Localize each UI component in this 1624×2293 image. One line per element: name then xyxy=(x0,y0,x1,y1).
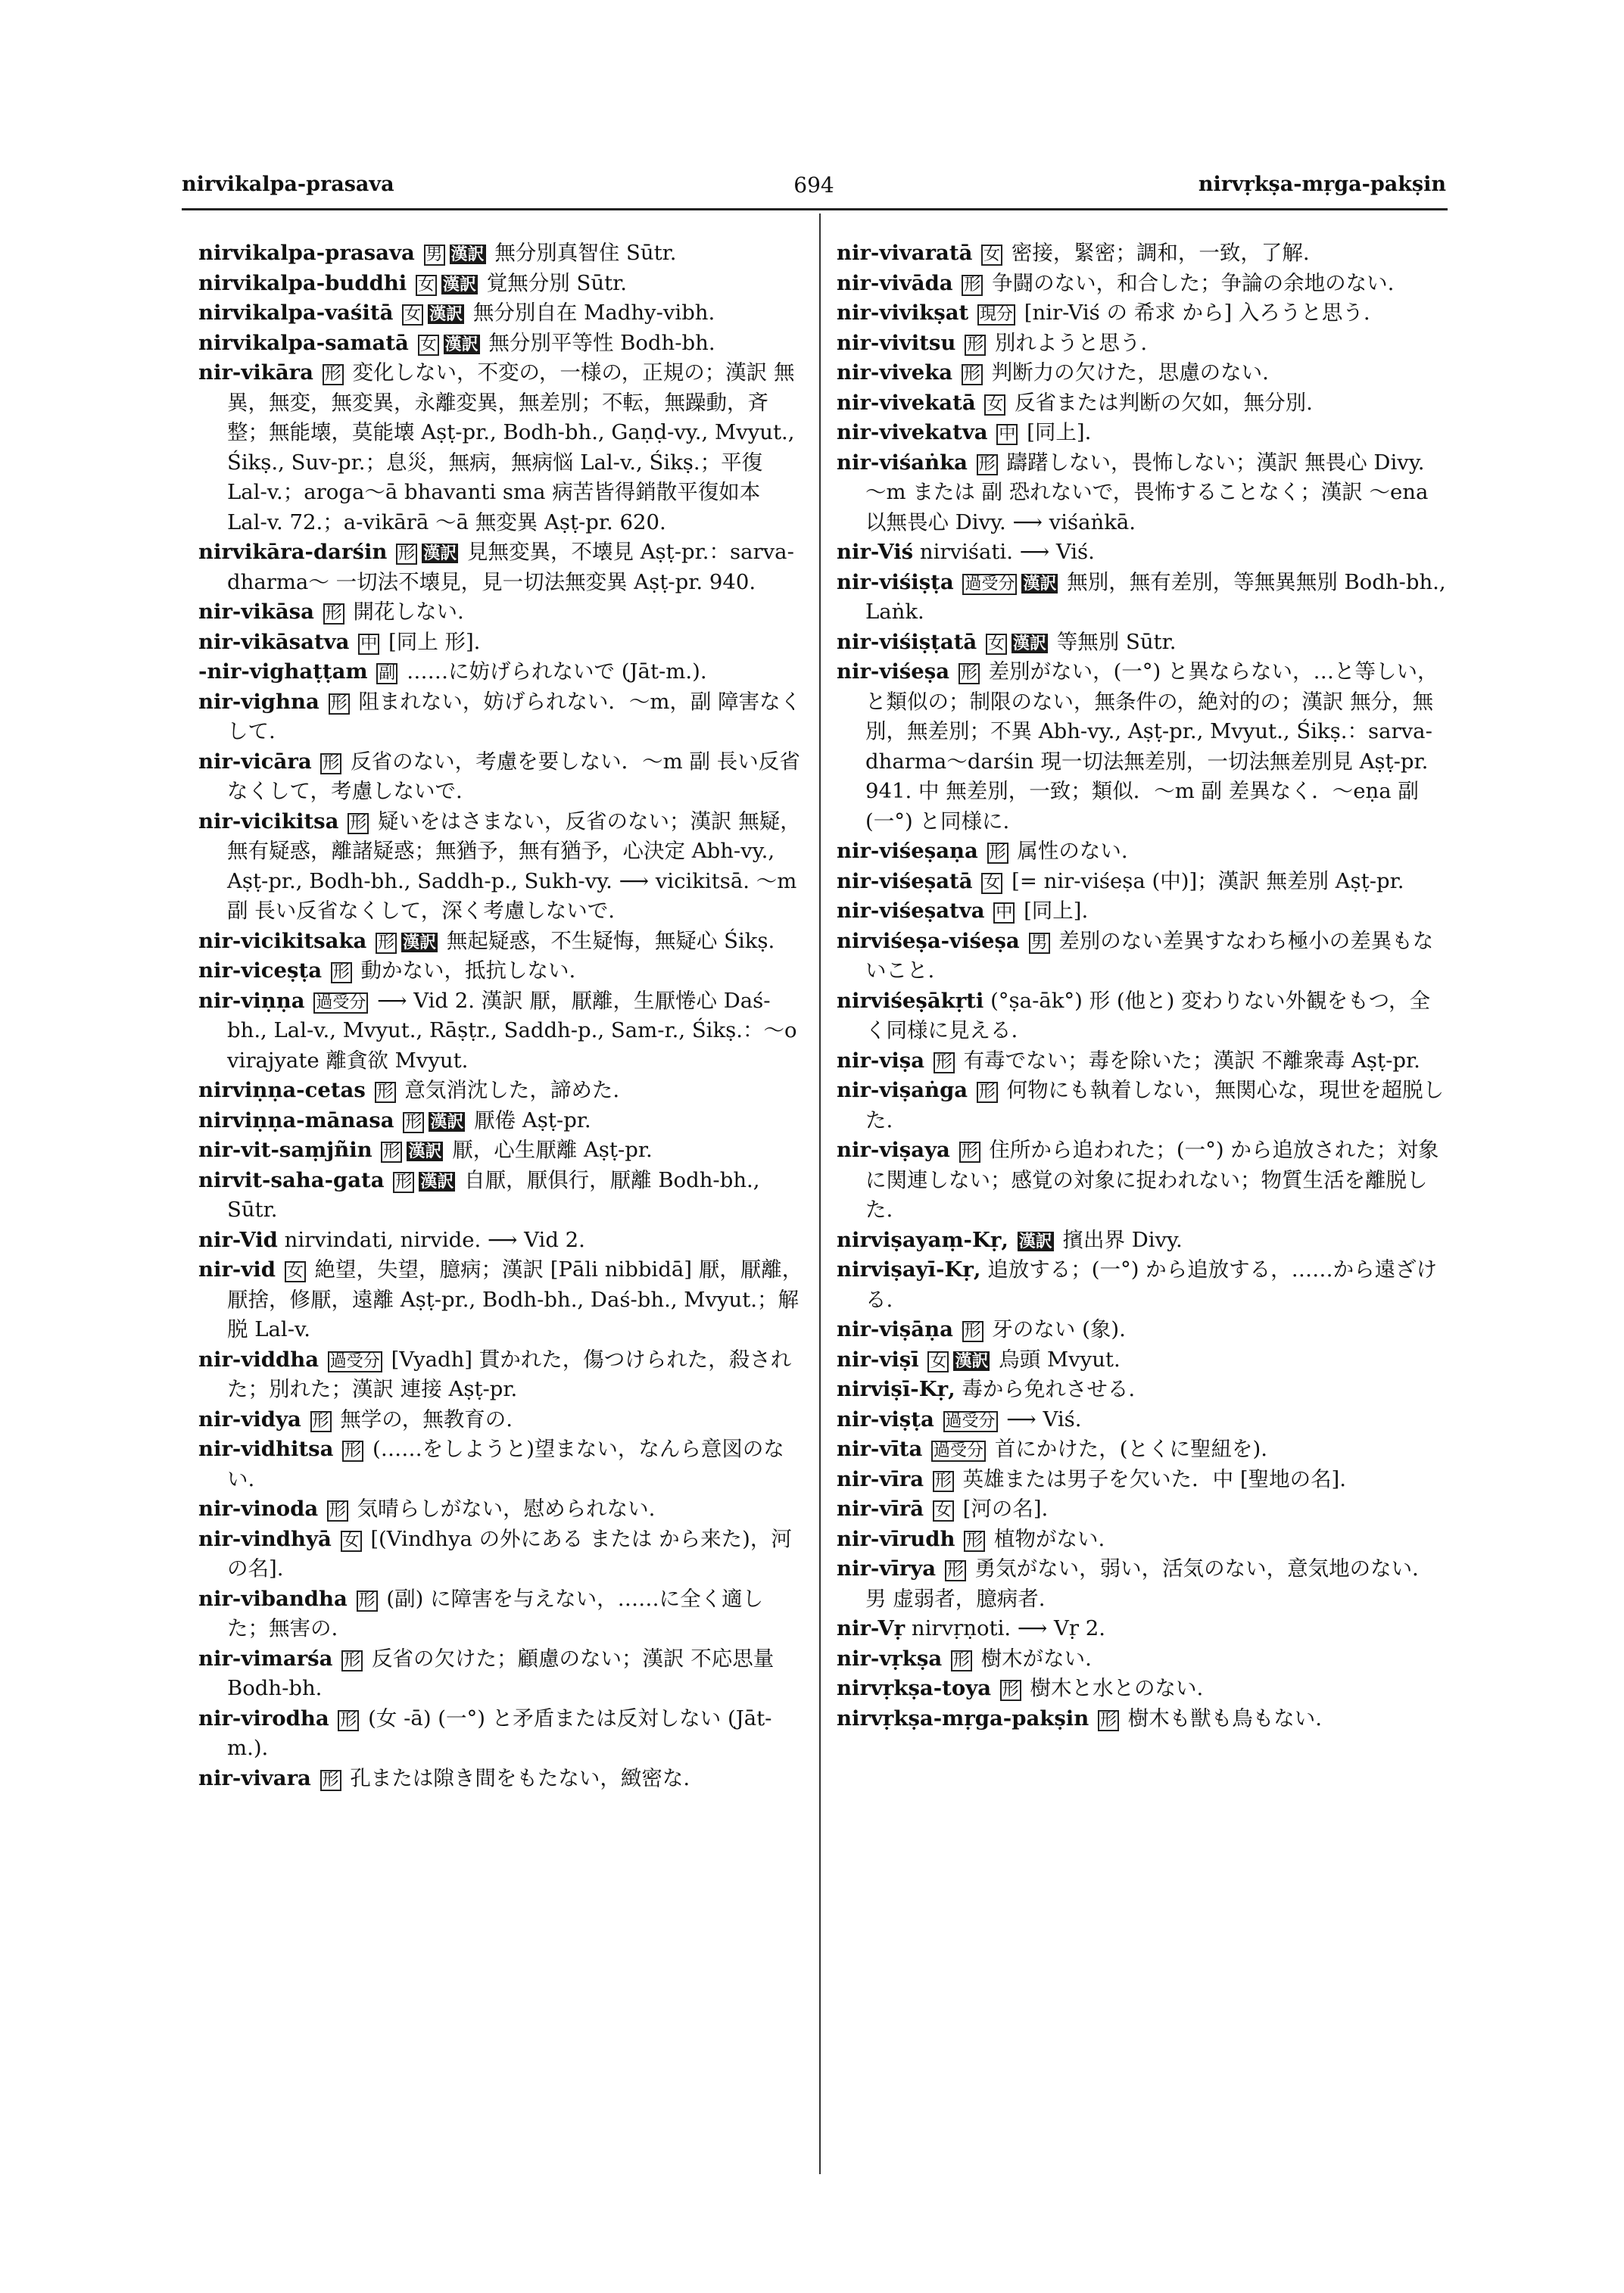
grammar-marker: 形 xyxy=(323,364,344,385)
entry-definition: 覚無分別 Sūtr. xyxy=(486,270,628,295)
entry-headword: nir-viṣī xyxy=(837,1347,919,1372)
entry-definition: 変化しない，不変の，一様の，正規の；漢訳 無異，無変，無変異，永離変異，無差別；不転，無躁動，斉整；無能壊，莫能壊 Aṣṭ-pr., Bodh-bh., Gaṇḍ-vy., Mvyut., Śikṣ., Suv-pr.；息災，無病，無病悩 Lal-v., Śikṣ.；平復 Lal-v.；aroga〜ā bhavanti sma 病苦皆得銷散平復如本 Lal-v. 72.；a-vikārā 〜ā 無変異 Aṣṭ-pr. 620. xyxy=(227,360,795,534)
entry-headword: nir-vivekatā xyxy=(837,390,976,415)
grammar-marker: 形 xyxy=(951,1650,972,1671)
entry-definition: 厭，心生厭離 Aṣṭ-pr. xyxy=(452,1138,653,1162)
entry-definition: 差別がない，(一°) と異ならない，…と等しい，と類似の；制限のない，無条件の，絶対的の；漢訳 無分，無別，無差別；不異 Abh-vy., Aṣṭ-pr., Mvyut., Śikṣ.：sarva-dharma〜darśin 現一切法無差別，一切法無差別見 Aṣṭ-pr. 941. 中 無差別，一致；類似．〜m 副 差異なく．〜eṇa 副 (一°) と同様に. xyxy=(865,659,1439,833)
entry-definition: 樹木と水とのない. xyxy=(1030,1676,1204,1700)
entry-headword: nir-vivekatva xyxy=(837,420,988,444)
entry-headword: nir-vidya xyxy=(198,1407,301,1432)
dictionary-entry xyxy=(837,927,1446,986)
dictionary-entry xyxy=(198,1584,804,1644)
grammar-marker: 女 xyxy=(418,335,439,356)
grammar-marker: 女 xyxy=(402,304,423,326)
dictionary-entry xyxy=(837,1136,1446,1226)
entry-headword: nir-vicikitsa xyxy=(198,808,339,833)
grammar-marker: 形 xyxy=(945,1560,966,1581)
dictionary-entry xyxy=(837,867,1446,897)
entry-definition: 植物がない. xyxy=(994,1526,1105,1551)
dictionary-entry xyxy=(198,1644,804,1704)
entry-headword: nirvikalpa-prasava xyxy=(198,241,415,265)
entry-definition: 首にかけた，(とくに聖紐を). xyxy=(994,1437,1268,1461)
entry-headword: nir-vit-saṃjñin xyxy=(198,1138,372,1162)
entry-definition: [Vyadh] 貫かれた，傷つけられた，殺された；別れた；漢訳 連接 Aṣṭ-pr. xyxy=(227,1347,792,1401)
entry-definition: 烏頭 Mvyut. xyxy=(999,1347,1121,1372)
dictionary-entry xyxy=(837,1375,1446,1405)
entry-headword: nir-viṣaya xyxy=(837,1138,950,1162)
dictionary-entry xyxy=(837,1494,1446,1525)
entry-headword: nir-Viś xyxy=(837,540,914,564)
grammar-marker: 男 xyxy=(424,245,445,266)
entry-headword: nirvikāra-darśin xyxy=(198,540,388,564)
dictionary-entry xyxy=(198,1764,804,1794)
dictionary-entry xyxy=(198,358,804,537)
entry-definition: 開花しない. xyxy=(353,600,464,624)
dictionary-entry xyxy=(837,448,1446,538)
grammar-marker: 形 xyxy=(1098,1710,1119,1731)
grammar-marker: 形 xyxy=(393,1172,414,1193)
entry-headword: nir-Vid xyxy=(198,1227,278,1252)
entry-definition: 反省の欠けた；顧慮のない；漢訳 不応思量 Bodh-bh. xyxy=(227,1646,775,1700)
grammar-marker: 中 xyxy=(993,902,1015,924)
page-header xyxy=(182,173,1446,209)
entry-definition: 気晴らしがない，慰められない. xyxy=(357,1497,656,1521)
entry-headword: nirviśeṣa-viśeṣa xyxy=(837,928,1020,953)
entry-definition: 動かない，抵抗しない. xyxy=(360,958,576,983)
dictionary-entry xyxy=(837,1465,1446,1495)
grammar-marker: 過受分 xyxy=(328,1351,382,1372)
entry-headword: nirviṣayaṃ-Kṛ, xyxy=(837,1227,1008,1252)
grammar-marker: 女 xyxy=(933,1500,954,1522)
grammar-marker: 形 xyxy=(396,544,417,565)
grammar-marker: 形 xyxy=(341,1650,363,1671)
entry-headword: nir-vīrā xyxy=(837,1497,924,1521)
entry-definition: 等無別 Sūtr. xyxy=(1056,629,1177,654)
grammar-marker: 形 xyxy=(327,1500,348,1522)
dictionary-entry xyxy=(837,1525,1446,1555)
grammar-marker: 形 xyxy=(338,1710,359,1731)
dictionary-entry xyxy=(837,358,1446,388)
entry-headword: nir-vibandha xyxy=(198,1586,348,1611)
dictionary-entry xyxy=(198,747,804,807)
translation-tag: 漢訳 xyxy=(955,1351,989,1371)
right-column xyxy=(837,238,1446,1734)
entry-headword: nirvikalpa-vaśitā xyxy=(198,301,394,325)
entry-headword: nir-vicikitsaka xyxy=(198,928,367,953)
dictionary-entry xyxy=(837,628,1446,658)
entry-definition: [(Vindhya の外にある または から来た)，河の名]. xyxy=(227,1526,792,1581)
grammar-marker: 過受分 xyxy=(962,574,1017,595)
header-left-guideword: nirvikalpa-prasava xyxy=(182,173,394,196)
translation-tag: 漢訳 xyxy=(420,1171,454,1192)
translation-tag: 漢訳 xyxy=(408,1142,442,1161)
dictionary-entry xyxy=(198,269,804,299)
entry-headword: nir-vighna xyxy=(198,689,320,714)
grammar-marker: 女 xyxy=(341,1531,362,1552)
entry-definition: [同上]. xyxy=(1024,899,1089,923)
entry-headword: nir-vindhyā xyxy=(198,1526,332,1551)
entry-definition: 追放する；(一°) から追放する，……から遠ざける. xyxy=(865,1257,1438,1312)
grammar-marker: 女 xyxy=(981,873,1002,894)
translation-tag: 漢訳 xyxy=(423,544,457,563)
entry-definition: nirvṛṇoti. ⟶ Vṛ 2. xyxy=(911,1616,1106,1640)
dictionary-entry xyxy=(198,329,804,359)
grammar-marker: 男 xyxy=(1029,933,1050,954)
dictionary-entry xyxy=(837,1704,1446,1734)
entry-definition: 差別のない差異すなわち極小の差異もないこと. xyxy=(865,928,1434,983)
dictionary-entry xyxy=(198,1076,804,1106)
column-divider xyxy=(819,213,821,2174)
entry-headword: nir-viśeṣaṇa xyxy=(837,839,978,863)
translation-tag: 漢訳 xyxy=(430,1111,464,1132)
entry-headword: nir-viśiṣṭatā xyxy=(837,629,977,654)
entry-headword: nirviṣayī-Kṛ, xyxy=(837,1257,981,1282)
entry-definition: 反省または判断の欠如，無分別. xyxy=(1015,390,1313,415)
entry-headword: nir-vīra xyxy=(837,1466,924,1491)
entry-definition: [河の名]. xyxy=(962,1497,1049,1521)
entry-headword: nir-vīta xyxy=(837,1437,923,1461)
dictionary-entry xyxy=(837,1644,1446,1675)
entry-headword: nir-vinoda xyxy=(198,1497,319,1521)
entry-headword: nir-vicāra xyxy=(198,749,312,774)
entry-headword: nir-vikāsa xyxy=(198,600,314,624)
dictionary-entry xyxy=(837,388,1446,419)
entry-headword: nir-Vṛ xyxy=(837,1616,906,1640)
dictionary-entry xyxy=(198,807,804,927)
dictionary-entry xyxy=(198,1494,804,1525)
grammar-marker: 過受分 xyxy=(313,992,368,1014)
grammar-marker: 形 xyxy=(962,275,983,296)
dictionary-entry xyxy=(198,1226,804,1256)
entry-definition: 有毒でない；毒を除いた；漢訳 不離衆毒 Aṣṭ-pr. xyxy=(963,1048,1420,1073)
dictionary-entry xyxy=(198,597,804,628)
entry-definition: 孔または隙き間をもたない，緻密な. xyxy=(350,1765,690,1790)
entry-definition: ⟶ Viś. xyxy=(1006,1407,1082,1432)
translation-tag: 漢訳 xyxy=(403,932,437,952)
entry-headword: nirvikalpa-buddhi xyxy=(198,270,407,295)
dictionary-entry xyxy=(837,1435,1446,1465)
entry-definition: 意気消沈した，諦めた. xyxy=(404,1078,620,1102)
dictionary-entry xyxy=(198,1435,804,1494)
grammar-marker: 形 xyxy=(977,454,998,475)
grammar-marker: 女 xyxy=(986,634,1007,655)
entry-definition: 争闘のない，和合した；争論の余地のない. xyxy=(992,270,1395,295)
header-rule xyxy=(182,208,1448,210)
grammar-marker: 形 xyxy=(310,1411,332,1432)
entry-headword: nirvit-saha-gata xyxy=(198,1167,385,1192)
translation-tag: 漢訳 xyxy=(1013,633,1047,653)
dictionary-entry xyxy=(837,657,1446,837)
grammar-marker: 過受分 xyxy=(931,1441,986,1462)
dictionary-entry xyxy=(837,418,1446,448)
entry-headword: nir-vivitsu xyxy=(837,330,956,355)
translation-tag: 漢訳 xyxy=(444,334,478,354)
dictionary-entry xyxy=(198,1255,804,1345)
dictionary-entry xyxy=(198,657,804,687)
grammar-marker: 形 xyxy=(357,1590,378,1612)
translation-tag: 漢訳 xyxy=(1018,1231,1052,1251)
entry-definition: 疑いをはさまない，反省のない；漢訳 無疑，無有疑惑，離諸疑惑；無猶予，無有猶予，心決定 Abh-vy., Aṣṭ-pr., Bodh-bh., Saddh-p., Sukh-vy. ⟶ vicikitsā. 〜m 副 長い反省なくして，深く考慮しないで. xyxy=(227,808,801,923)
grammar-marker: 形 xyxy=(977,1082,998,1103)
entry-definition: 樹木も獣も鳥もない. xyxy=(1127,1706,1323,1731)
entry-definition: (副) に障害を与えない，……に全く適した；無害の. xyxy=(227,1586,764,1640)
grammar-marker: 形 xyxy=(342,1441,363,1462)
entry-definition: nirviśati. ⟶ Viś. xyxy=(919,540,1095,564)
entry-definition: 無分別真智住 Sūtr. xyxy=(494,241,677,265)
entry-definition: 牙のない (象). xyxy=(992,1317,1126,1341)
dictionary-entry xyxy=(837,1255,1446,1315)
entry-definition: ……に妨げられないで (Jāt-m.). xyxy=(407,659,707,684)
grammar-marker: 現分 xyxy=(977,304,1015,326)
entry-definition: 見無変異，不壊見 Aṣṭ-pr.：sarva-dharma〜 一切法不壊見，見一切法無変異 Aṣṭ-pr. 940. xyxy=(227,540,794,594)
dictionary-entry xyxy=(198,1136,804,1166)
entry-headword: nir-viśaṅka xyxy=(837,450,968,475)
grammar-marker: 形 xyxy=(964,1531,985,1552)
grammar-marker: 形 xyxy=(962,1321,983,1342)
dictionary-entry xyxy=(837,298,1446,329)
entry-headword: nirviśeṣākṛti xyxy=(837,988,984,1013)
entry-headword: nirviṣī-Kṛ, xyxy=(837,1377,955,1401)
grammar-marker: 女 xyxy=(416,275,437,296)
entry-definition: 躊躇しない，畏怖しない；漢訳 無畏心 Divy. 〜m または 副 恐れないで，畏怖することなく；漢訳 〜ena 以無畏心 Divy. ⟶ viśaṅkā. xyxy=(865,450,1429,534)
entry-headword: nir-vid xyxy=(198,1257,276,1282)
dictionary-entry xyxy=(198,986,804,1076)
entry-definition: 自厭，厭俱行，厭離 Bodh-bh., Sūtr. xyxy=(227,1167,760,1222)
entry-definition: 無分別自在 Madhy-vibh. xyxy=(472,301,715,325)
entry-definition: (女 -ā) (一°) と矛盾または反対しない (Jāt-m.). xyxy=(227,1706,772,1760)
entry-definition: nirvindati, nirvide. ⟶ Vid 2. xyxy=(284,1227,585,1252)
grammar-marker: 形 xyxy=(933,1471,954,1492)
entry-definition: 絶望，失望，臆病；漢訳 [Pāli nibbidā] 厭，厭離，厭捨，修厭，遠離 Aṣṭ-pr., Bodh-bh., Daś-bh., Mvyut.；解脱 Lal-v. xyxy=(227,1257,803,1341)
entry-definition: 属性のない. xyxy=(1017,839,1128,863)
grammar-marker: 形 xyxy=(1000,1680,1021,1701)
dictionary-entry xyxy=(837,837,1446,867)
entry-headword: nirvikalpa-samatā xyxy=(198,330,409,355)
entry-definition: (……をしようと)望まない，なんら意図のない. xyxy=(227,1437,784,1491)
dictionary-entry xyxy=(837,986,1446,1046)
grammar-marker: 形 xyxy=(375,1082,396,1103)
entry-definition: 判断力の欠けた，思慮のない. xyxy=(991,360,1269,385)
translation-tag: 漢訳 xyxy=(429,304,463,324)
entry-definition: [同上]. xyxy=(1027,420,1092,444)
grammar-marker: 形 xyxy=(962,364,983,385)
dictionary-entry xyxy=(837,329,1446,359)
dictionary-entry xyxy=(837,896,1446,927)
entry-headword: nir-virodha xyxy=(198,1706,329,1731)
grammar-marker: 中 xyxy=(358,634,379,655)
entry-headword: nir-vivaratā xyxy=(837,241,973,265)
dictionary-entry xyxy=(837,1614,1446,1644)
entry-definition: 勇気がない，弱い，活気のない，意気地のない．男 虚弱者，臆病者. xyxy=(865,1556,1433,1611)
entry-definition: 樹木がない. xyxy=(980,1646,1092,1671)
entry-headword: nir-vikāra xyxy=(198,360,313,385)
grammar-marker: 形 xyxy=(965,335,986,356)
dictionary-entry xyxy=(837,1046,1446,1076)
entry-definition: 英雄または男子を欠いた．中 [聖地の名]. xyxy=(962,1466,1347,1491)
grammar-marker: 女 xyxy=(981,245,1002,266)
dictionary-entry xyxy=(198,1704,804,1764)
entry-definition: 反省のない，考慮を要しない．〜m 副 長い反省なくして，考慮しないで. xyxy=(227,749,800,803)
dictionary-entry xyxy=(198,1345,804,1405)
entry-headword: nir-viśiṣṭa xyxy=(837,569,954,594)
entry-definition: [= nir-viśeṣa (中)]；漢訳 無差別 Aṣṭ-pr. xyxy=(1011,868,1404,893)
entry-headword: nir-viceṣṭa xyxy=(198,958,323,983)
entry-definition: 何物にも執着しない，無関心な，現世を超脱した. xyxy=(865,1078,1445,1132)
entry-headword: nir-vikāsatva xyxy=(198,629,350,654)
entry-definition: [同上 形]. xyxy=(388,629,481,654)
dictionary-entry xyxy=(198,238,804,269)
grammar-marker: 女 xyxy=(927,1351,949,1372)
entry-headword: nir-viśeṣatā xyxy=(837,868,973,893)
entry-definition: [nir-Viś の 希求 から] 入ろうと思う. xyxy=(1024,301,1370,325)
entry-definition: 無起疑惑，不生疑悔，無疑心 Śikṣ. xyxy=(446,928,775,953)
dictionary-entry xyxy=(837,1345,1446,1375)
grammar-marker: 女 xyxy=(285,1261,306,1282)
entry-headword: nir-vimarśa xyxy=(198,1646,333,1671)
entry-headword: nir-vivikṣat xyxy=(837,301,969,325)
dictionary-entry xyxy=(837,1405,1446,1435)
entry-definition: 擯出界 Divy. xyxy=(1062,1227,1183,1252)
entry-headword: -nir-vighaṭṭam xyxy=(198,659,368,684)
grammar-marker: 形 xyxy=(959,1142,980,1163)
dictionary-entry xyxy=(837,537,1446,568)
dictionary-entry xyxy=(198,1166,804,1226)
dictionary-entry xyxy=(837,269,1446,299)
entry-headword: nir-viśeṣa xyxy=(837,659,950,684)
dictionary-entry xyxy=(837,1226,1446,1256)
entry-definition: 密接，緊密；調和，一致，了解. xyxy=(1011,241,1310,265)
entry-definition: 無別，無有差別，等無異無別 Bodh-bh., Laṅk. xyxy=(865,569,1446,624)
dictionary-entry xyxy=(837,568,1446,628)
entry-headword: nirvṛkṣa-mṛga-pakṣin xyxy=(837,1706,1089,1731)
grammar-marker: 形 xyxy=(376,933,397,954)
entry-headword: nir-viveka xyxy=(837,360,953,385)
dictionary-entry xyxy=(198,1405,804,1435)
entry-headword: nir-vivara xyxy=(198,1765,311,1790)
grammar-marker: 形 xyxy=(320,1770,341,1791)
dictionary-entry xyxy=(837,1315,1446,1345)
entry-headword: nir-vṛkṣa xyxy=(837,1646,943,1671)
entry-definition: 無分別平等性 Bodh-bh. xyxy=(488,330,715,355)
grammar-marker: 女 xyxy=(984,394,1005,416)
header-right-guideword: nirvṛkṣa-mṛga-pakṣin xyxy=(1198,173,1446,196)
left-column xyxy=(198,238,804,1793)
entry-headword: nir-vivāda xyxy=(837,270,953,295)
entry-headword: nir-viṣāṇa xyxy=(837,1317,953,1341)
dictionary-entry xyxy=(198,628,804,658)
entry-headword: nir-viṣṭa xyxy=(837,1407,934,1432)
entry-definition: 住所から追われた；(一°) から追放された；対象に関連しない；感覚の対象に捉われない；物質生活を離脱した. xyxy=(865,1138,1439,1222)
grammar-marker: 形 xyxy=(381,1142,402,1163)
entry-definition: (°ṣa-āk°) 形 (他と) 変わりない外観をもつ，全く同様に見える. xyxy=(865,988,1430,1042)
entry-headword: nir-vidhitsa xyxy=(198,1437,334,1461)
dictionary-entry xyxy=(198,687,804,747)
entry-definition: 別れようと思う. xyxy=(994,330,1148,355)
dictionary-entry xyxy=(837,1674,1446,1704)
entry-definition: 厭倦 Aṣṭ-pr. xyxy=(474,1108,591,1132)
grammar-marker: 形 xyxy=(959,663,980,684)
dictionary-entry xyxy=(198,537,804,597)
dictionary-entry xyxy=(198,927,804,957)
grammar-marker: 過受分 xyxy=(943,1411,998,1432)
grammar-marker: 形 xyxy=(987,843,1008,864)
entry-definition: 毒から免れさせる. xyxy=(962,1377,1136,1401)
translation-tag: 漢訳 xyxy=(1023,573,1057,594)
entry-headword: nirvṛkṣa-toya xyxy=(837,1676,992,1700)
dictionary-entry xyxy=(837,1554,1446,1614)
translation-tag: 漢訳 xyxy=(443,274,477,294)
dictionary-entry xyxy=(198,298,804,329)
entry-headword: nir-viṣaṅga xyxy=(837,1078,968,1102)
entry-headword: nir-viddha xyxy=(198,1347,320,1372)
entry-definition: 阻まれない，妨げられない．〜m，副 障害なくして. xyxy=(227,689,802,743)
grammar-marker: 形 xyxy=(329,693,350,715)
dictionary-entry xyxy=(837,238,1446,269)
grammar-marker: 形 xyxy=(320,753,341,774)
grammar-marker: 形 xyxy=(348,813,369,834)
translation-tag: 漢訳 xyxy=(450,245,485,264)
grammar-marker: 形 xyxy=(323,603,344,625)
entry-headword: nir-viśeṣatva xyxy=(837,899,985,923)
dictionary-entry xyxy=(198,956,804,986)
entry-headword: nir-vīrya xyxy=(837,1556,937,1581)
dictionary-entry xyxy=(198,1106,804,1136)
grammar-marker: 形 xyxy=(331,962,352,983)
grammar-marker: 形 xyxy=(934,1052,955,1073)
entry-definition: 無学の，無教育の. xyxy=(340,1407,513,1432)
page-number: 694 xyxy=(793,173,834,198)
grammar-marker: 形 xyxy=(403,1112,424,1133)
entry-headword: nirviṇṇa-cetas xyxy=(198,1078,366,1102)
grammar-marker: 中 xyxy=(996,424,1018,445)
dictionary-entry xyxy=(198,1525,804,1584)
entry-definition: ⟶ Vid 2. 漢訳 厭，厭離，生厭惓心 Daś-bh., Lal-v., Mvyut., Rāṣṭr., Saddh-p., Sam-r., Śikṣ.：〜o virajyate 離貪欲 Mvyut. xyxy=(227,988,797,1073)
entry-headword: nir-viṣa xyxy=(837,1048,925,1073)
entry-headword: nir-viṇṇa xyxy=(198,988,305,1013)
dictionary-entry xyxy=(837,1076,1446,1136)
grammar-marker: 副 xyxy=(376,663,397,684)
entry-headword: nirviṇṇa-mānasa xyxy=(198,1108,394,1132)
entry-headword: nir-vīrudh xyxy=(837,1526,955,1551)
